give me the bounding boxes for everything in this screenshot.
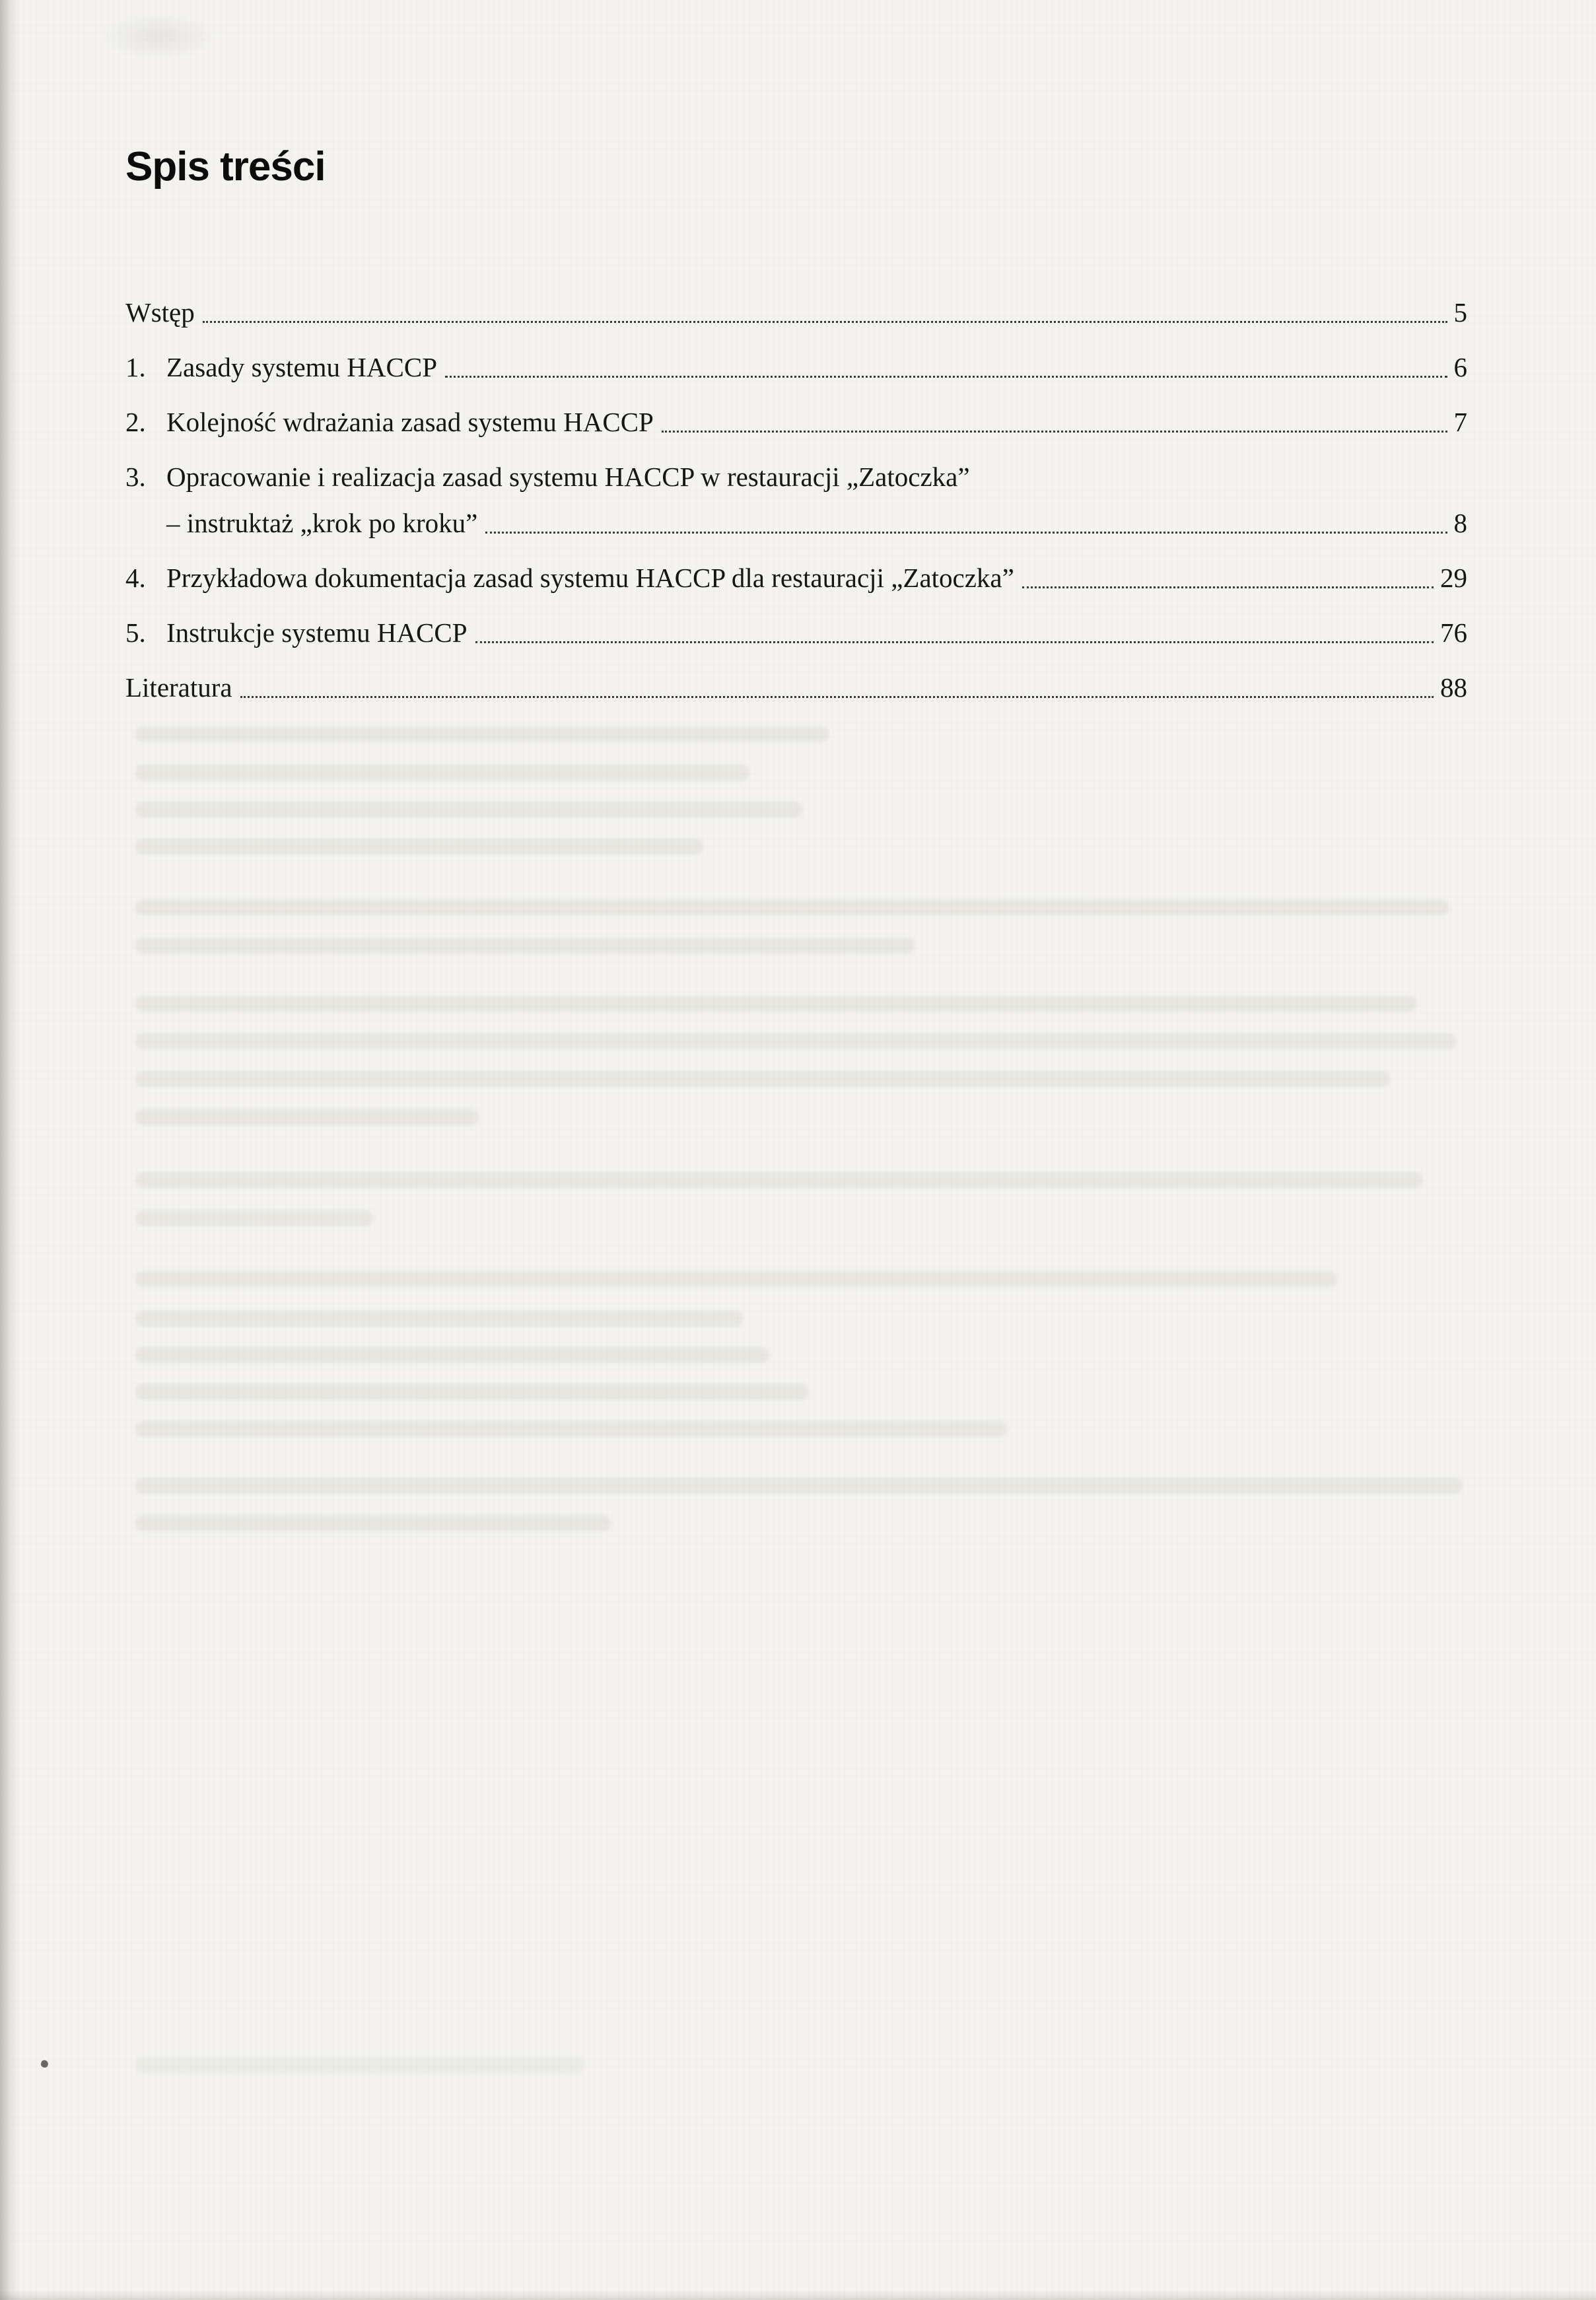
dotted-leader <box>240 696 1434 698</box>
dotted-leader <box>485 532 1447 534</box>
toc-entry-number: 5. <box>125 617 146 648</box>
toc-entry-page-number: 29 <box>1440 563 1467 593</box>
page-title: Spis treści <box>125 144 326 190</box>
toc-entry-wstep <box>125 296 1467 329</box>
table-of-contents <box>125 296 1467 726</box>
toc-entry-label: Zasady systemu HACCP <box>166 352 437 382</box>
toc-entry-label: Kolejność wdrażania zasad systemu HACCP <box>166 407 654 437</box>
toc-entry-label: Instrukcje systemu HACCP <box>166 617 468 648</box>
ink-speck <box>40 2059 49 2068</box>
dotted-leader <box>203 321 1447 323</box>
toc-entry-3-line2 <box>125 506 1467 540</box>
toc-entry-page-number: 76 <box>1440 617 1467 648</box>
dotted-leader <box>445 376 1447 378</box>
toc-entry-page-number: 8 <box>1453 508 1467 538</box>
toc-entry-page-number: 88 <box>1440 672 1467 703</box>
toc-entry-label: Wstęp <box>125 297 195 328</box>
toc-entry-page-number: 5 <box>1453 297 1467 328</box>
toc-entry-number: 2. <box>125 407 146 437</box>
toc-entry-2 <box>125 405 1467 438</box>
toc-entry-number: 3. <box>125 462 146 492</box>
dotted-leader <box>475 641 1434 643</box>
toc-entry-page-number: 6 <box>1453 352 1467 382</box>
toc-entry-label: Opracowanie i realizacja zasad systemu HACCP w restauracji „Zatoczka” <box>166 462 970 492</box>
toc-entry-literatura <box>125 671 1467 704</box>
toc-entry-label: Przykładowa dokumentacja zasad systemu HACCP dla restauracji „Zatoczka” <box>166 563 1014 593</box>
toc-entry-4 <box>125 561 1467 594</box>
dotted-leader <box>1022 586 1434 588</box>
dotted-leader <box>662 431 1447 433</box>
toc-entry-label: Literatura <box>125 672 232 703</box>
toc-entry-label-continuation: – instruktaż „krok po kroku” <box>166 508 478 538</box>
toc-entry-number: 1. <box>125 352 146 382</box>
toc-entry-number: 4. <box>125 563 146 593</box>
toc-entry-page-number: 7 <box>1453 407 1467 437</box>
toc-entry-5 <box>125 616 1467 649</box>
scan-smudge <box>99 13 218 59</box>
toc-entry-1 <box>125 351 1467 384</box>
toc-entry-3-line1 <box>125 460 1467 493</box>
